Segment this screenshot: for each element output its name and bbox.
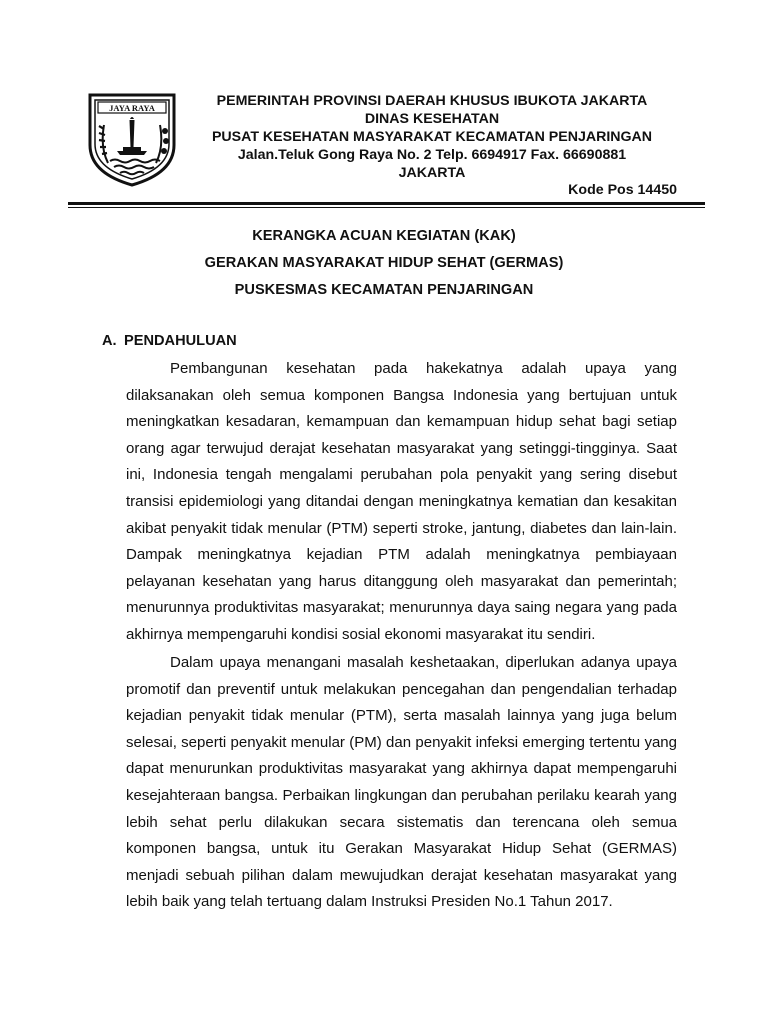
section-number: A. bbox=[102, 333, 117, 349]
section-title: PENDAHULUAN bbox=[124, 333, 237, 349]
section-heading bbox=[102, 333, 237, 349]
letterhead-government: PEMERINTAH PROVINSI DAERAH KHUSUS IBUKOTA JAKARTA bbox=[216, 93, 648, 109]
letterhead-city: JAKARTA bbox=[398, 165, 466, 181]
letterhead-institution: PUSAT KESEHATAN MASYARAKAT KECAMATAN PENJARINGAN bbox=[211, 129, 653, 145]
document-subtitle: GERAKAN MASYARAKAT HIDUP SEHAT (GERMAS) bbox=[204, 255, 564, 271]
letterhead-postal-code: Kode Pos 14450 bbox=[568, 182, 677, 198]
letterhead-department: DINAS KESEHATAN bbox=[364, 111, 500, 127]
letterhead-address: Jalan.Teluk Gong Raya No. 2 Telp. 6694917 Fax. 66690881 bbox=[237, 147, 627, 163]
svg-text:JAYA RAYA: JAYA RAYA bbox=[109, 103, 155, 113]
document-organization: PUSKESMAS KECAMATAN PENJARINGAN bbox=[234, 282, 534, 298]
letterhead-divider-thick bbox=[68, 202, 705, 205]
jakarta-emblem-logo bbox=[86, 89, 178, 187]
letterhead-divider-thin bbox=[68, 207, 705, 208]
body-paragraph: Pembangunan kesehatan pada hakekatnya adalah upaya yang dilaksanakan oleh semua komponen Bangsa Indonesia yang bertujuan untuk meningkatkan kesadaran, kemampuan dan kemampuan hidup sehat bagi setiap orang agar terwujud derajat kesehatan masyarakat yang setinggi-tingginya. Saat ini, Indonesia tengah mengalami perubahan pola penyakit yang sering disebut transisi epidemiologi yang ditandai dengan meningkatnya kematian dan kesakitan akibat penyakit tidak menular (PTM) seperti stroke, jantung, diabetes dan lain-lain. Dampak meningkatnya kejadian PTM adalah meningkatnya pembiayaan pelayanan kesehatan yang harus ditanggung oleh masyarakat dan pemerintah; menurunnya produktivitas masyarakat; menurunnya daya saing negara yang pada akhirnya mempengaruhi kondisi sosial ekonomi masyarakat itu sendiri. bbox=[126, 360, 677, 643]
document-title: KERANGKA ACUAN KEGIATAN (KAK) bbox=[252, 228, 516, 244]
letterhead-block bbox=[186, 92, 678, 182]
body-paragraph: Dalam upaya menangani masalah keshetaakan, diperlukan adanya upaya promotif dan preventif untuk melakukan pencegahan dan pengendalian terhadap kejadian penyakit tidak menular (PTM), serta masalah lainnya yang juga belum selesai, seperti penyakit menular (PM) dan penyakit infeksi emerging tertentu yang dapat menurunkan produktivitas masyarakat yang akhirnya dapat mempengaruhi kesejahteraan bangsa. Perbaikan lingkungan dan perubahan perilaku kearah yang lebih sehat perlu dilakukan secara sistematis dan terencana oleh semua komponen bangsa, untuk itu Gerakan Masyarakat Hidup Sehat (GERMAS) menjadi sebuah pilihan dalam mewujudkan derajat kesehatan masyarakat yang lebih baik yang telah tertuang dalam Instruksi Presiden No.1 Tahun 2017. bbox=[126, 654, 677, 911]
